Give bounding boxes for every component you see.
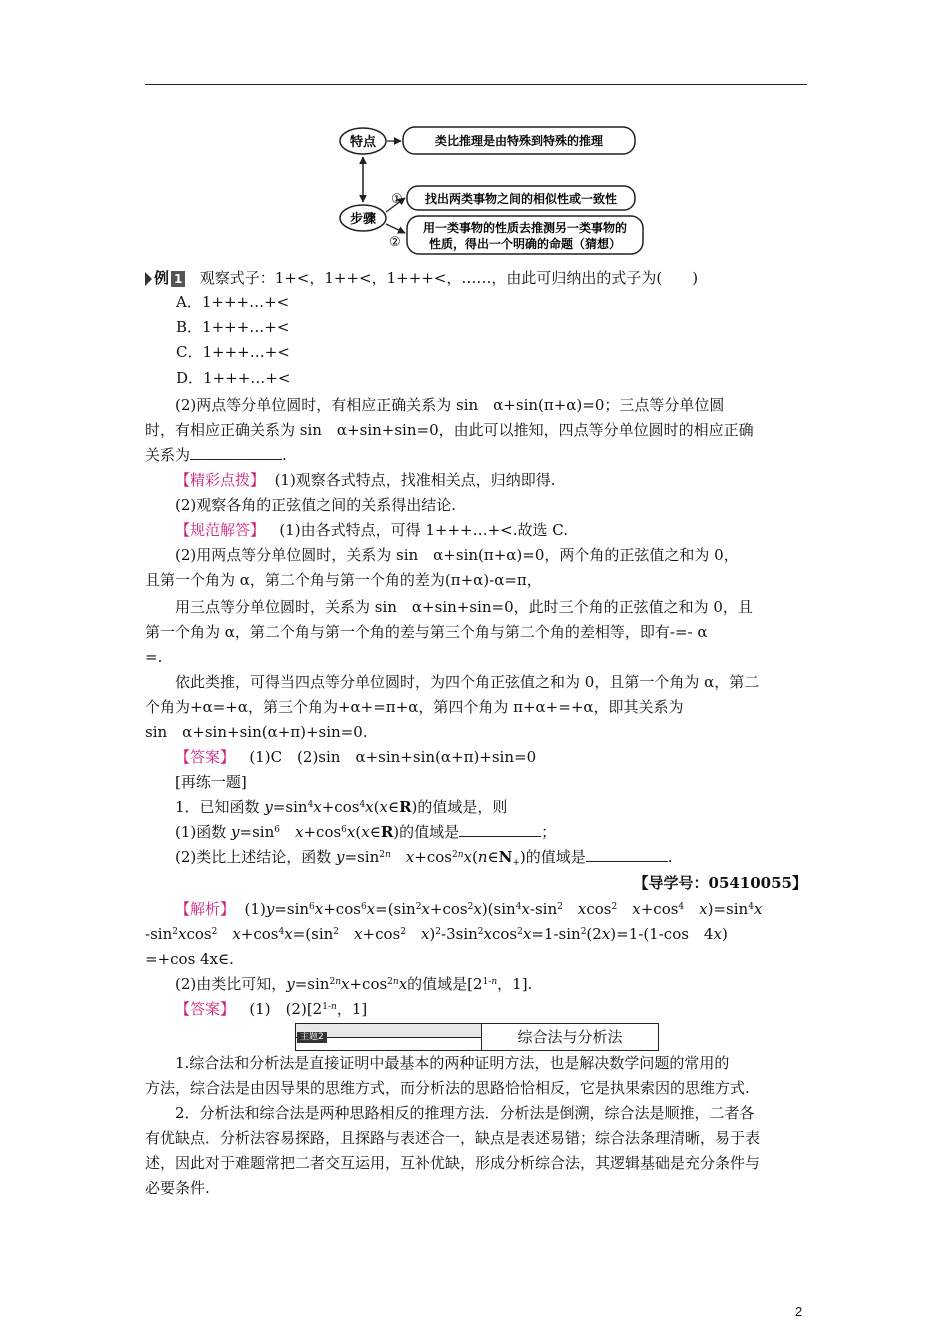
body-p2-line4: 必要条件.	[145, 1179, 210, 1197]
option-b: B．1+++…+<	[176, 318, 290, 336]
example-question-line	[145, 266, 807, 290]
solution-label: 【规范解答】	[175, 521, 266, 539]
step2-marker: ②	[389, 235, 401, 250]
q1a-blank	[459, 822, 541, 837]
feature-text: 类比推理是由特殊到特殊的推理	[434, 134, 604, 148]
solution-line3: 且第一个角为 α，第二个角与第一个角的差为(π+α)-α=π，	[145, 571, 542, 589]
step2-line1: 用一类事物的性质去推测另一类事物的	[422, 221, 628, 235]
answer1-label: 【答案】	[175, 748, 236, 766]
part2-line1: (2)两点等分单位圆时，有相应正确关系为 sin α+sin(π+α)=0；三点等分单位圆	[175, 396, 725, 414]
triangle-icon	[145, 272, 152, 286]
part2-line3: 关系为 .	[145, 446, 287, 464]
analysis-line1: 【解析】 $(1)y=\sin^6x+\cos^6x=(\sin^2x+\cos^2x)(\sin^4x-\sin^2$ xcos$^2$ $x+\cos^4$ $x)=\sin^4x$	[175, 900, 763, 918]
theme-title: 综合法与分析法	[517, 1028, 623, 1046]
page-number: 2	[795, 1304, 803, 1319]
solution-line7: 依此类推，可得当四点等分单位圆时，为四个角正弦值之和为 0，且第一个角为 α，第二	[175, 673, 760, 691]
solution-line5: 第一个角为 α，第二个角与第一个角的差与第三个角与第二个角的差相等，即有-=- α	[145, 623, 708, 641]
solution-line8: 个角为+α=+α，第三个角为+α+=π+α，第四个角为 π+α+=+α，即其关系为	[145, 698, 684, 716]
option-d: D．1+++…+<	[176, 369, 291, 387]
theme-header	[295, 1023, 659, 1051]
practice-q1a: (1)函数 $y=\sin^6$ $x+\cos^6x(x\in R)$的值域是 ；	[175, 823, 557, 841]
analogy-reasoning-diagram	[335, 120, 650, 260]
part2-line2: 时，有相应正确关系为 sin α+sin+sin=0，由此可以推知，四点等分单位圆时的相应正确	[145, 421, 754, 439]
tips-line1: 【精彩点拨】 (1)观察各式特点，找准相关点，归纳即得.	[175, 471, 556, 489]
practice-q1: 1．已知函数 $y=\sin^4x+\cos^4x(x\in R)$的值域是，则	[175, 798, 508, 816]
answer2-line: 【答案】 (1) (2)[2$^{1-n}$，1]	[175, 1000, 368, 1018]
header-rule	[145, 84, 807, 85]
theme-tag-lower	[296, 1037, 482, 1050]
feature-node-label: 特点	[349, 135, 377, 150]
q1b-blank	[586, 847, 668, 862]
body-p2-line1: 2．分析法和综合法是两种思路相反的推理方法．分析法是倒溯，综合法是顺推，二者各	[175, 1104, 755, 1122]
solution-line9: sin α+sin+sin(α+π)+sin=0.	[145, 723, 368, 741]
steps-node-label: 步骤	[349, 212, 377, 227]
step2-line2: 性质，得出一个明确的命题（猜想）	[428, 237, 622, 251]
analysis-label: 【解析】	[175, 900, 236, 918]
body-p1-line2: 方法，综合法是由因导果的思维方式，而分析法的思路恰恰相反，它是执果索因的思维方式.	[145, 1079, 750, 1097]
tips-line2: (2)观察各角的正弦值之间的关系得出结论.	[175, 496, 457, 514]
solution-line1: 【规范解答】 (1)由各式特点，可得 1+++…+<.故选 C.	[175, 521, 568, 539]
practice-q1b: (2)类比上述结论，函数 $y=\sin^{2n}$ $x+\cos^{2n}x(n\in N_+)$的值域是 .	[175, 848, 673, 868]
body-p2-line3: 述，因此对于难题常把二者交互运用，互补优缺，形成分析综合法，其逻辑基础是充分条件与	[145, 1154, 761, 1172]
practice-header: [再练一题]	[175, 773, 247, 791]
theme-tag: 主题2	[296, 1024, 482, 1038]
step1-text: 找出两类事物之间的相似性或一致性	[424, 192, 618, 206]
answer-blank	[190, 445, 282, 460]
guide-number: 【导学号：05410055】	[633, 874, 807, 892]
body-p2-line2: 有优缺点．分析法容易探路，且探路与表述合一，缺点是表述易错；综合法条理清晰，易于表	[145, 1129, 761, 1147]
diagram-svg	[335, 120, 650, 260]
option-c: C．1+++…+<	[176, 343, 290, 361]
solution-line6: =.	[145, 648, 163, 666]
answer1-line: 【答案】 (1)C (2)sin α+sin+sin(α+π)+sin=0	[175, 748, 537, 766]
tips-label: 【精彩点拨】	[175, 471, 266, 489]
answer2-label: 【答案】	[175, 1000, 236, 1018]
body-p1-line1: 1.综合法和分析法是直接证明中最基本的两种证明方法，也是解决数学问题的常用的	[175, 1054, 730, 1072]
analysis-line2: $-\sin^2xcos^2$ $x+\cos^4x=(\sin^2$ $x+\cos^2$ $x)^2-3\sin^2xcos^2x=1-\sin^2(2x)=1-(1-\cos$ 4x)	[145, 925, 728, 943]
option-a: A．1+++…+<	[176, 293, 290, 311]
solution-line2: (2)用两点等分单位圆时，关系为 sin α+sin(π+α)=0，两个角的正弦值之和为 0，	[175, 546, 739, 564]
analysis-line4: (2)由类比可知，$y=\sin^{2n}x+\cos^{2n}x$的值域是[2$^{1-n}$，1].	[175, 975, 533, 993]
example-question: 观察式子：1+<，1++<，1+++<，……，由此可归纳出的式子为( )	[199, 269, 699, 287]
example-badge: 例 1	[145, 266, 185, 290]
solution-line4: 用三点等分单位圆时，关系为 sin α+sin+sin=0，此时三个角的正弦值之和为 0，且	[175, 598, 753, 616]
step1-marker: ①	[391, 192, 403, 207]
analysis-line3: =+cos 4x∈.	[145, 950, 234, 968]
